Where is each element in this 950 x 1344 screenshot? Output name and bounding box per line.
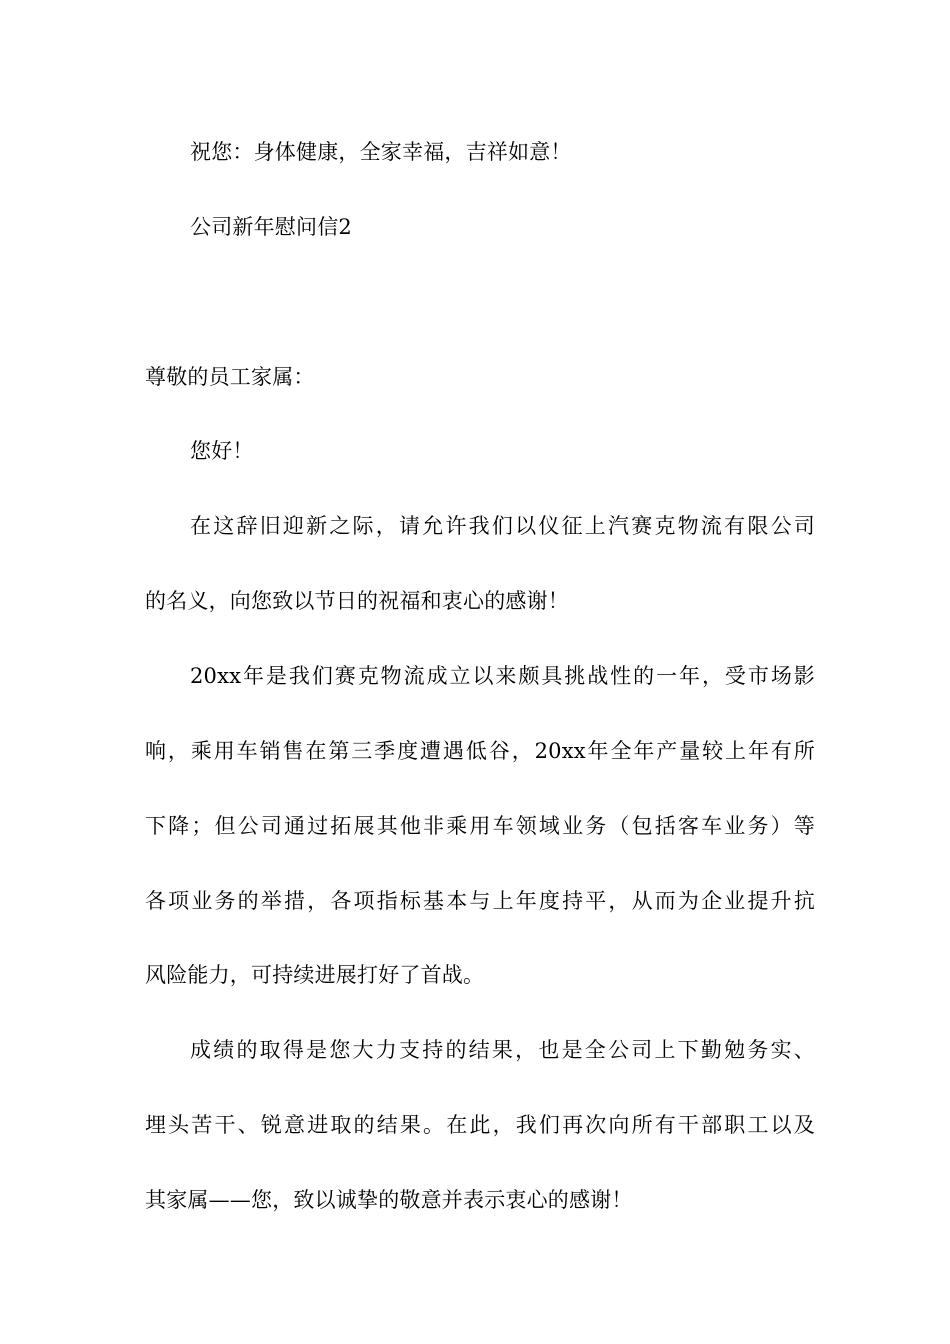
paragraph-2-line-5: 风险能力，可持续进展打好了首战。 — [145, 963, 485, 987]
paragraph-2-line-2: 响，乘用车销售在第三季度遭遇低谷，20xx年全年产量较上年有所 — [145, 739, 815, 763]
paragraph-3-line-3: 其家属——您，致以诚挚的敬意并表示衷心的感谢！ — [145, 1188, 633, 1212]
blessing-line: 祝您：身体健康，全家幸福，吉祥如意！ — [190, 140, 572, 164]
paragraph-2-line-1: 20xx年是我们赛克物流成立以来颇具挑战性的一年，受市场影 — [190, 664, 815, 688]
salutation: 尊敬的员工家属： — [145, 365, 315, 389]
section-title: 公司新年慰问信2 — [190, 215, 352, 239]
paragraph-2-line-3: 下降；但公司通过拓展其他非乘用车领域业务（包括客车业务）等 — [145, 814, 815, 838]
paragraph-2-line-4: 各项业务的举措，各项指标基本与上年度持平，从而为企业提升抗 — [145, 889, 815, 913]
paragraph-3-line-1: 成绩的取得是您大力支持的结果，也是全公司上下勤勉务实、 — [190, 1038, 815, 1062]
paragraph-1-line-2: 的名义，向您致以节日的祝福和衷心的感谢！ — [145, 589, 569, 613]
greeting: 您好！ — [190, 439, 254, 463]
paragraph-1-line-1: 在这辞旧迎新之际，请允许我们以仪征上汽赛克物流有限公司 — [190, 514, 815, 538]
paragraph-3-line-2: 埋头苦干、锐意进取的结果。在此，我们再次向所有干部职工以及 — [145, 1113, 815, 1137]
